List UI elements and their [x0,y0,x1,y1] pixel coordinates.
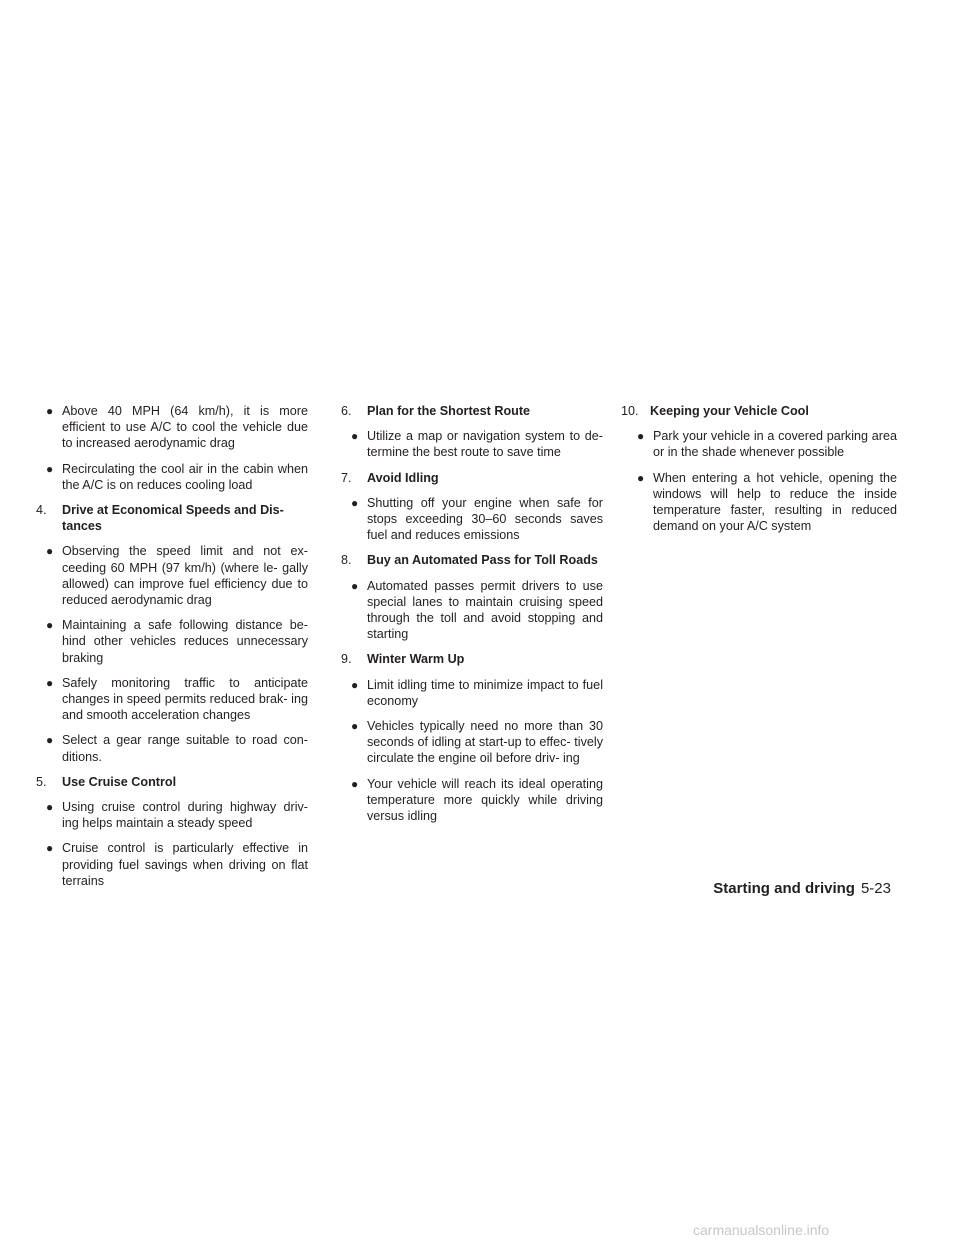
item-heading [341,651,603,667]
bullet-icon: ● [46,544,54,559]
bullet-icon: ● [46,675,54,690]
numbered-item [36,774,308,889]
bullet-item [36,675,308,724]
bullet-text: Using cruise control during highway driv- ing helps maintain a steady speed [62,800,308,831]
item-heading [341,552,603,568]
bullet-item [36,840,308,889]
column-3 [621,403,897,543]
bullet-item [341,677,603,709]
bullet-item [621,428,897,460]
page-footer [713,880,891,897]
bullet-item [341,718,603,767]
bullet-icon: ● [351,578,359,593]
watermark: carmanualsonline.info [693,1222,830,1238]
bullet-text: Observing the speed limit and not ex- ceeding 60 MPH (97 km/h) (where le- gally allowed) can improve fuel efficiency due to reduced aerodynamic drag [62,544,308,608]
bullet-icon: ● [46,841,54,856]
bullet-text: Limit idling time to minimize impact to fuel economy [367,677,603,708]
bullet-text: Maintaining a safe following distance be- hind other vehicles reduces unnecessary braking [62,618,308,665]
item-number: 9. [341,652,352,667]
item-number: 5. [36,774,47,789]
page-number: 5-23 [860,880,891,897]
item-title: Plan for the Shortest Route [367,404,531,418]
item-heading [341,403,603,419]
bullet-icon: ● [351,429,359,444]
bullet-text: Above 40 MPH (64 km/h), it is more efficient to use A/C to cool the vehicle due to increased aerodynamic drag [62,404,308,451]
bullet-item [621,470,897,535]
bullet-text: Utilize a map or navigation system to de- termine the best route to save time [367,429,603,460]
bullet-item [36,617,308,666]
column-2 [341,403,603,833]
bullet-text: Vehicles typically need no more than 30 seconds of idling at start-up to effec- tively circulate the engine oil before driv- ing [367,719,603,766]
numbered-item [341,470,603,544]
bullet-icon: ● [351,677,359,692]
column-1 [36,403,308,898]
bullet-item [341,495,603,544]
bullet-icon: ● [351,776,359,791]
item-title: Drive at Economical Speeds and Dis- tances [62,503,284,534]
bullet-item [341,428,603,460]
bullet-text: Park your vehicle in a covered parking area or in the shade whenever possible [653,429,897,460]
item-number: 10. [621,404,639,418]
item-title: Winter Warm Up [367,652,465,667]
item-title: Use Cruise Control [62,774,177,789]
bullet-item [341,776,603,825]
bullet-text: Shutting off your engine when safe for stops exceeding 30–60 seconds saves fuel and reduces emissions [367,495,603,543]
bullet-text: When entering a hot vehicle, opening the windows will help to reduce the inside temperature faster, resulting in reduced demand on your A/C system [653,470,897,534]
bullet-text: Safely monitoring traffic to anticipate changes in speed permits reduced brak- ing and smooth acceleration changes [62,675,308,723]
item-title: Buy an Automated Pass for Toll Roads [367,553,598,568]
item-title: Avoid Idling [367,470,439,485]
bullet-icon: ● [637,429,645,444]
bullet-icon: ● [46,618,54,633]
bullet-icon: ● [637,470,645,485]
bullet-item [36,403,308,452]
bullet-item [36,543,308,608]
bullet-icon: ● [46,733,54,748]
item-heading [621,403,897,419]
item-number: 7. [341,470,352,485]
item-number: 6. [341,404,352,418]
bullet-text: Your vehicle will reach its ideal operating temperature more quickly while driving versus idling [367,776,603,824]
numbered-item [341,403,603,461]
bullet-icon: ● [46,461,54,476]
item-heading [36,502,308,534]
item-number: 8. [341,553,352,568]
bullet-item [341,578,603,643]
item-number: 4. [36,503,47,518]
item-title: Keeping your Vehicle Cool [650,404,809,418]
item-heading [36,774,308,790]
item-heading [341,470,603,486]
section-title: Starting and driving [713,880,855,897]
bullet-icon: ● [351,495,359,510]
numbered-item [341,651,603,824]
bullet-item [36,799,308,831]
bullet-icon: ● [46,404,54,418]
bullet-text: Automated passes permit drivers to use special lanes to maintain cruising speed through the toll and avoid stopping and starting [367,578,603,642]
bullet-icon: ● [351,719,359,734]
bullet-text: Cruise control is particularly effective in providing fuel savings when driving on flat terrains [62,841,308,888]
bullet-text: Select a gear range suitable to road con- ditions. [62,733,308,764]
bullet-icon: ● [46,800,54,815]
bullet-text: Recirculating the cool air in the cabin when the A/C is on reduces cooling load [62,461,308,492]
bullet-item [36,461,308,493]
numbered-item [621,403,897,534]
bullet-item [36,732,308,764]
numbered-item [36,502,308,765]
numbered-item [341,552,603,642]
